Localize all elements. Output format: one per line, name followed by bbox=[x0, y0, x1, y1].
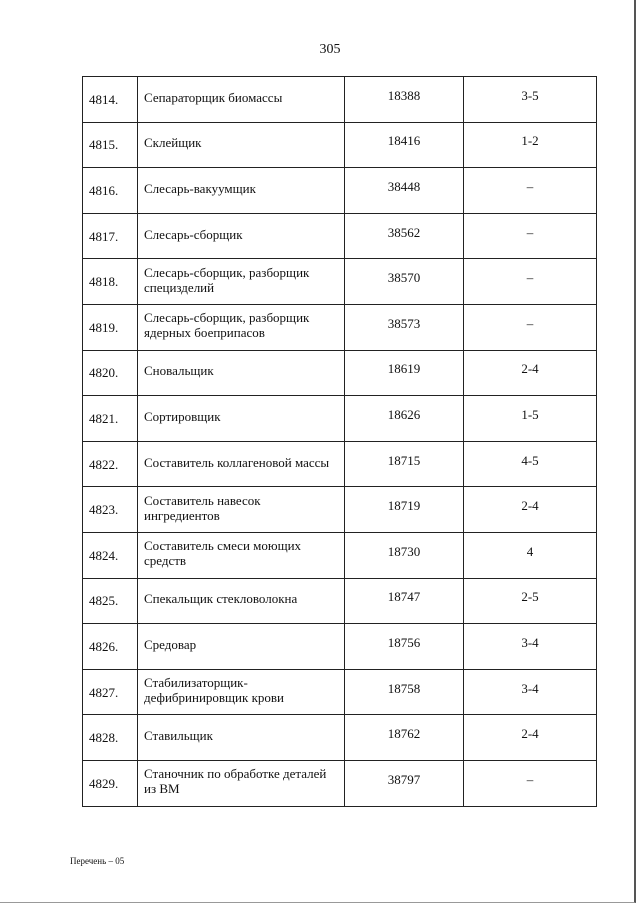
table-row bbox=[83, 168, 597, 214]
profession-code: 18719 bbox=[387, 498, 421, 514]
profession-name-cell bbox=[138, 259, 345, 305]
profession-name-cell bbox=[138, 578, 345, 624]
grade-range: 2-4 bbox=[521, 726, 539, 742]
profession-name: Средовар bbox=[144, 636, 197, 652]
profession-name-cell bbox=[138, 350, 345, 396]
row-number: 4828. bbox=[89, 730, 119, 746]
profession-name-cell bbox=[138, 715, 345, 761]
grade-range: – bbox=[526, 315, 534, 331]
row-number: 4819. bbox=[89, 319, 119, 335]
row-number-cell bbox=[83, 760, 138, 806]
profession-name: Станочник по обработке деталей из ВМ bbox=[144, 766, 327, 797]
profession-name-cell bbox=[138, 168, 345, 214]
profession-code-cell bbox=[345, 715, 464, 761]
profession-code-cell bbox=[345, 624, 464, 670]
row-number-cell bbox=[83, 715, 138, 761]
profession-code-cell bbox=[345, 487, 464, 533]
profession-table bbox=[82, 76, 597, 807]
profession-name-cell bbox=[138, 77, 345, 123]
row-number: 4823. bbox=[89, 502, 119, 518]
row-number-cell bbox=[83, 122, 138, 168]
table-row bbox=[83, 715, 597, 761]
row-number: 4817. bbox=[89, 228, 119, 244]
profession-code: 18747 bbox=[387, 589, 421, 605]
table-row bbox=[83, 122, 597, 168]
profession-code: 18626 bbox=[387, 406, 421, 422]
profession-name-cell bbox=[138, 624, 345, 670]
profession-code: 38570 bbox=[387, 270, 421, 286]
grade-range-cell bbox=[464, 396, 597, 442]
table-row bbox=[83, 396, 597, 442]
grade-range: 1-2 bbox=[521, 133, 539, 149]
profession-name: Слесарь-сборщик, разборщик ядерных боеприпасов bbox=[144, 310, 310, 341]
grade-range-cell bbox=[464, 259, 597, 305]
footer-label: Перечень – 05 bbox=[70, 856, 125, 866]
table-row bbox=[83, 213, 597, 259]
profession-code-cell bbox=[345, 168, 464, 214]
table-row bbox=[83, 441, 597, 487]
grade-range-cell bbox=[464, 350, 597, 396]
profession-code-cell bbox=[345, 532, 464, 578]
row-number-cell bbox=[83, 487, 138, 533]
grade-range-cell bbox=[464, 441, 597, 487]
grade-range-cell bbox=[464, 578, 597, 624]
grade-range: 1-5 bbox=[521, 406, 539, 422]
grade-range: 3-5 bbox=[521, 87, 539, 103]
profession-name-cell bbox=[138, 760, 345, 806]
grade-range: 2-5 bbox=[521, 589, 539, 605]
row-number: 4829. bbox=[89, 775, 119, 791]
profession-code-cell bbox=[345, 304, 464, 350]
profession-code: 38573 bbox=[387, 315, 421, 331]
table-row bbox=[83, 350, 597, 396]
profession-code-cell bbox=[345, 669, 464, 715]
profession-code: 38448 bbox=[387, 178, 421, 194]
table-row bbox=[83, 532, 597, 578]
table-row bbox=[83, 487, 597, 533]
row-number: 4816. bbox=[89, 182, 119, 198]
profession-name: Склейщик bbox=[144, 135, 202, 151]
profession-name-cell bbox=[138, 669, 345, 715]
profession-code-cell bbox=[345, 259, 464, 305]
profession-name-cell bbox=[138, 532, 345, 578]
profession-code: 18762 bbox=[387, 726, 421, 742]
row-number-cell bbox=[83, 532, 138, 578]
grade-range-cell bbox=[464, 487, 597, 533]
grade-range-cell bbox=[464, 760, 597, 806]
row-number-cell bbox=[83, 304, 138, 350]
grade-range: 2-4 bbox=[521, 498, 539, 514]
profession-name: Слесарь-вакуумщик bbox=[144, 180, 256, 196]
profession-name: Сепараторщик биомассы bbox=[144, 89, 283, 105]
grade-range-cell bbox=[464, 213, 597, 259]
table-row bbox=[83, 77, 597, 123]
row-number-cell bbox=[83, 669, 138, 715]
profession-code: 18416 bbox=[387, 133, 421, 149]
grade-range: 4 bbox=[526, 543, 534, 559]
profession-name-cell bbox=[138, 441, 345, 487]
grade-range-cell bbox=[464, 715, 597, 761]
profession-code: 18388 bbox=[387, 87, 421, 103]
grade-range-cell bbox=[464, 168, 597, 214]
grade-range-cell bbox=[464, 669, 597, 715]
profession-name: Слесарь-сборщик bbox=[144, 226, 243, 242]
row-number-cell bbox=[83, 77, 138, 123]
profession-name: Составитель навесок ингредиентов bbox=[144, 492, 261, 523]
profession-code: 38797 bbox=[387, 771, 421, 787]
grade-range-cell bbox=[464, 532, 597, 578]
profession-name: Сновальщик bbox=[144, 363, 214, 379]
row-number: 4821. bbox=[89, 410, 119, 426]
profession-name-cell bbox=[138, 396, 345, 442]
row-number: 4822. bbox=[89, 456, 119, 472]
profession-name: Стабилизаторщик-дефибринировщик крови bbox=[144, 675, 284, 706]
grade-range: – bbox=[526, 270, 534, 286]
profession-code: 18758 bbox=[387, 680, 421, 696]
grade-range: – bbox=[526, 771, 534, 787]
grade-range: 2-4 bbox=[521, 361, 539, 377]
profession-code-cell bbox=[345, 350, 464, 396]
profession-name: Составитель смеси моющих средств bbox=[144, 538, 302, 569]
grade-range-cell bbox=[464, 77, 597, 123]
profession-code: 38562 bbox=[387, 224, 421, 240]
row-number: 4814. bbox=[89, 91, 119, 107]
row-number-cell bbox=[83, 350, 138, 396]
row-number-cell bbox=[83, 624, 138, 670]
row-number: 4824. bbox=[89, 547, 119, 563]
profession-code: 18715 bbox=[387, 452, 421, 468]
row-number: 4820. bbox=[89, 365, 119, 381]
profession-name: Ставильщик bbox=[144, 728, 213, 744]
row-number: 4827. bbox=[89, 684, 119, 700]
row-number-cell bbox=[83, 259, 138, 305]
table-row bbox=[83, 669, 597, 715]
profession-code: 18756 bbox=[387, 634, 421, 650]
profession-name: Слесарь-сборщик, разборщик специзделий bbox=[144, 264, 310, 295]
profession-name-cell bbox=[138, 304, 345, 350]
profession-code-cell bbox=[345, 213, 464, 259]
grade-range: 3-4 bbox=[521, 634, 539, 650]
profession-code-cell bbox=[345, 441, 464, 487]
profession-name: Составитель коллагеновой массы bbox=[144, 454, 330, 470]
table-row bbox=[83, 624, 597, 670]
table-row bbox=[83, 760, 597, 806]
row-number: 4815. bbox=[89, 137, 119, 153]
grade-range-cell bbox=[464, 304, 597, 350]
row-number-cell bbox=[83, 578, 138, 624]
profession-name-cell bbox=[138, 122, 345, 168]
profession-name-cell bbox=[138, 213, 345, 259]
profession-name-cell bbox=[138, 487, 345, 533]
profession-code-cell bbox=[345, 77, 464, 123]
grade-range-cell bbox=[464, 624, 597, 670]
row-number-cell bbox=[83, 168, 138, 214]
table-row bbox=[83, 304, 597, 350]
row-number: 4825. bbox=[89, 593, 119, 609]
row-number: 4826. bbox=[89, 638, 119, 654]
table-row bbox=[83, 578, 597, 624]
row-number-cell bbox=[83, 396, 138, 442]
page-number: 305 bbox=[319, 42, 341, 57]
profession-name: Спекальщик стекловолокна bbox=[144, 591, 298, 607]
profession-name: Сортировщик bbox=[144, 408, 221, 424]
profession-code-cell bbox=[345, 760, 464, 806]
profession-code-cell bbox=[345, 578, 464, 624]
row-number-cell bbox=[83, 213, 138, 259]
grade-range-cell bbox=[464, 122, 597, 168]
grade-range: 3-4 bbox=[521, 680, 539, 696]
row-number-cell bbox=[83, 441, 138, 487]
grade-range: 4-5 bbox=[521, 452, 539, 468]
table-body bbox=[83, 77, 597, 807]
grade-range: – bbox=[526, 178, 534, 194]
profession-code-cell bbox=[345, 122, 464, 168]
profession-code: 18730 bbox=[387, 543, 421, 559]
profession-code: 18619 bbox=[387, 361, 421, 377]
grade-range: – bbox=[526, 224, 534, 240]
row-number: 4818. bbox=[89, 274, 119, 290]
profession-code-cell bbox=[345, 396, 464, 442]
table-row bbox=[83, 259, 597, 305]
